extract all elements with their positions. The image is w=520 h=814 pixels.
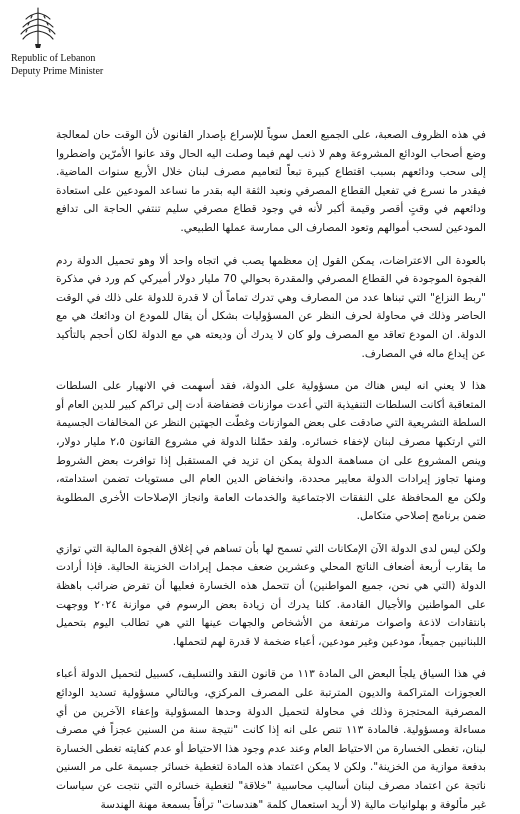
office-label: Deputy Prime Minister (11, 66, 104, 77)
paragraph-5: في هذا السياق يلجأ البعض الى المادة ١١٣ من قانون النقد والتسليف، كسبيل لتحميل الدولة أعباء العجوزات المتراكمة والديون المترتبة على المصرف المركزي، وبالتالي مسؤولية تسديد الودائع المصرفية المحتجزة وذلك في محاولة لتحميل الدولة وحدها المسؤولية وإعفاء الآخرين من أي مساءلة ومسؤولية. فالمادة ١١٣ تنص على انه إذا كانت "نتيجة سنة من السنين عجزاً في مصرف لبنان، تغطى الخسارة من الاحتياط العام وعند عدم وجود هذا الاحتياط أو عدم كفايته تغطى الخسارة بدفعة موازية من الخزينة". ولكن لا يمكن اعتماد هذه المادة لتغطية خسائر جسيمة على مر السنين ناتجة عن اعتماد مصرف لبنان أساليب محاسبية "خلاقة" لتغطية خسائره التي نتجت عن سياسات غير مألوفة و بهلوانيات مالية (لا أريد استعمال كلمة "هندسات" ترأفاً بسمعة مهنة الهندسة (56, 668, 486, 811)
statement-body (56, 126, 486, 814)
republic-label: Republic of Lebanon (11, 53, 96, 64)
paragraph-1: في هذه الظروف الصعبة، على الجميع العمل سوياً للإسراع بإصدار القانون لأن الوقت حان لمعالجة وضع أصحاب الودائع المشروعة وهم لا ذنب لهم فيما وصلت اليه الحال وقد عانوا الأمرّين واضطروا إلى سحب ودائعهم بسبب اقتطاع كبيرة تبعاً لتعاميم مصرف لبنان خلال الأربع سنوات الماضية. فيقدر ما نسرع في تفعيل القطاع المصرفي ونعيد الثقة اليه بقدر ما نساعد المودعين على استعادة ودائعهم في وقتٍ أقصر وقيمة أكبر لأنه في وجود قطاع مصرفي سليم تنتفي الحاجة الى تدافع المودعين لسحب أموالهم وتعود المصارف الى ممارسة عملها الطبيعي. (56, 129, 486, 234)
letterhead (0, 0, 520, 80)
paragraph-2: بالعودة الى الاعتراضات، يمكن القول إن معظمها يصب في اتجاه واحد ألا وهو تحميل الدولة ردم الفجوة الموجودة في القطاع المصرفي والمقدرة بحوالي 70 مليار دولار أميركي كم ورد في مذكرة "ربط النزاع" التي تبناها عدد من المصارف وهي تدرك تماماً أن لا قدرة للدولة على ذلك في الوقت الحاضر وذلك في محاولة لحرف النظر عن المسؤوليات بشكل أن يقال للمودع ان ودائعك هي مع الدولة. ان المودع تعاقد مع المصرف ولو كان لا يدرك أن وديعته هي مع الدولة لكان أحجم بالتأكيد عن إيداع ماله في المصارف. (56, 254, 486, 360)
paragraph-3: هذا لا يعني انه ليس هناك من مسؤولية على الدولة، فقد أسهمت في الانهيار على السلطات المتعاقبة أكانت السلطات التنفيذية التي أعدت موازنات فضفاضة أدت إلى تراكم كبير للدين العام أو السلطة التشريعية التي صادقت على بعض الموازنات وغطّت الجهتين النظر عن المخالفات الجسيمة التي ارتكبها مصرف لبنان لإخفاء خسائره. ولقد حمّلنا الدولة في مشروع القانون ٢،٥ مليار دولار، وينص المشروع على ان مساهمة الدولة يمكن ان تزيد في المستقبل إذا توافرت بعض الشروط ومنها تجاوز إيرادات الدولة معايير محددة، وانخفاض الدين العام الى مستويات تضمن استدامته، ولكن مع المحافظة على النفقات الاجتماعية والخدمات العامة وانجاز الإصلاحات الأخرى المطلوبة ضمن برنامج إصلاحي متكامل. (56, 380, 486, 523)
cedar-emblem-icon (18, 4, 58, 50)
paragraph-4: ولكن ليس لدى الدولة الآن الإمكانات التي تسمح لها بأن تساهم في إغلاق الفجوة المالية التي توازي ما يقارب أربعة أضعاف الناتج المحلي وعشرين ضعف مجمل إيرادات الخزينة الحالية. فإذا أرادت الدولة (التي هي نحن، جميع المواطنين) أن تتحمل هذه الخسارة فعليها أن تفرض ضرائب باهظة على المواطنين والأجيال القادمة. كلنا يدرك أن زيادة بعض الرسوم في موازنة ٢٠٢٤ ووجهت بانتقادات لاذعة واصوات مرتفعة من الأشخاص والجهات عينها التي هي تطالب اليوم بتحميل اللبنانيين جميعاً، مودعين وغير مودعين، أعباء ضخمة لا قدرة لهم لتحملها. (56, 542, 486, 648)
